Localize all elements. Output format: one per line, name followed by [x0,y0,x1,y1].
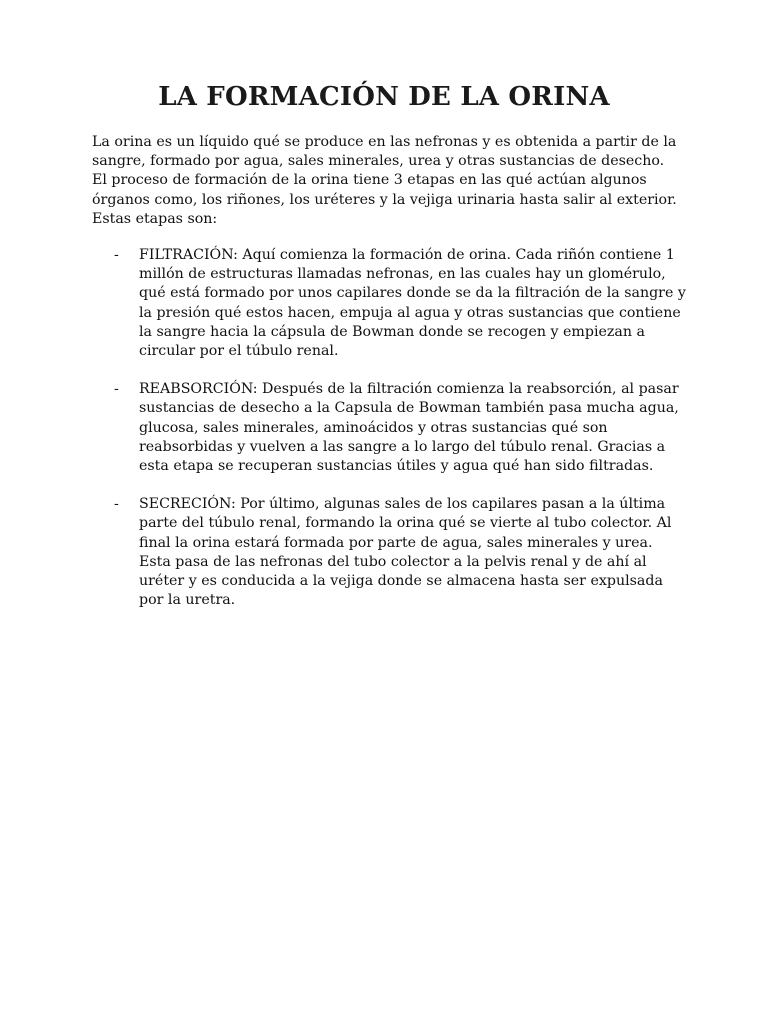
list-bullet: - [114,381,119,398]
list-item-filtracion [0,246,768,361]
list-item-text: REABSORCIÓN: Después de la filtración comienza la reabsorción, al pasar sustancias de desecho a la Capsula de Bowman también pasa mucha agua, glucosa, sales minerales, aminoácidos y otras sustancias qué son reabsorbidas y vuelven a las sangre a lo largo del túbulo renal. Gracias a esta etapa se recuperan sustancias útiles y agua qué han sido filtradas. [139,381,679,475]
document-title: LA FORMACIÓN DE LA ORINA [158,82,610,112]
list-item-text: SECRECIÓN: Por último, algunas sales de los capilares pasan a la última parte del túbulo renal, formando la orina qué se vierte al tubo colector. Al final la orina estará formada por parte de agua, sales minerales y urea. Esta pasa de las nefronas del tubo colector a la pelvis renal y de ahí al uréter y es conducida a la vejiga donde se almacena hasta ser expulsada por la uretra. [139,496,672,609]
stages-list [0,246,768,629]
list-item-secrecion [0,495,768,610]
list-bullet: - [114,247,119,263]
list-item-reabsorcion [0,380,768,476]
list-item-text: FILTRACIÓN: Aquí comienza la formación de orina. Cada riñón contiene 1 millón de estructuras llamadas nefronas, en las cuales hay un glomérulo, qué está formado por unos capilares donde se da la filtración de la sangre y la presión qué estos hacen, empuja al agua y otras sustancias que contiene la sangre hacia la cápsula de Bowman donde se recogen y empiezan a circular por el túbulo renal. [139,247,686,360]
intro-paragraph: La orina es un líquido qué se produce en las nefronas y es obtenida a partir de la sangre, formado por agua, sales minerales, urea y otras sustancias de desecho. El proceso de formación de la orina tiene 3 etapas en las qué actúan algunos órganos como, los riñones, los uréteres y la vejiga urinaria hasta salir al exterior. Estas etapas son: [92,134,677,227]
list-bullet: - [114,496,119,513]
